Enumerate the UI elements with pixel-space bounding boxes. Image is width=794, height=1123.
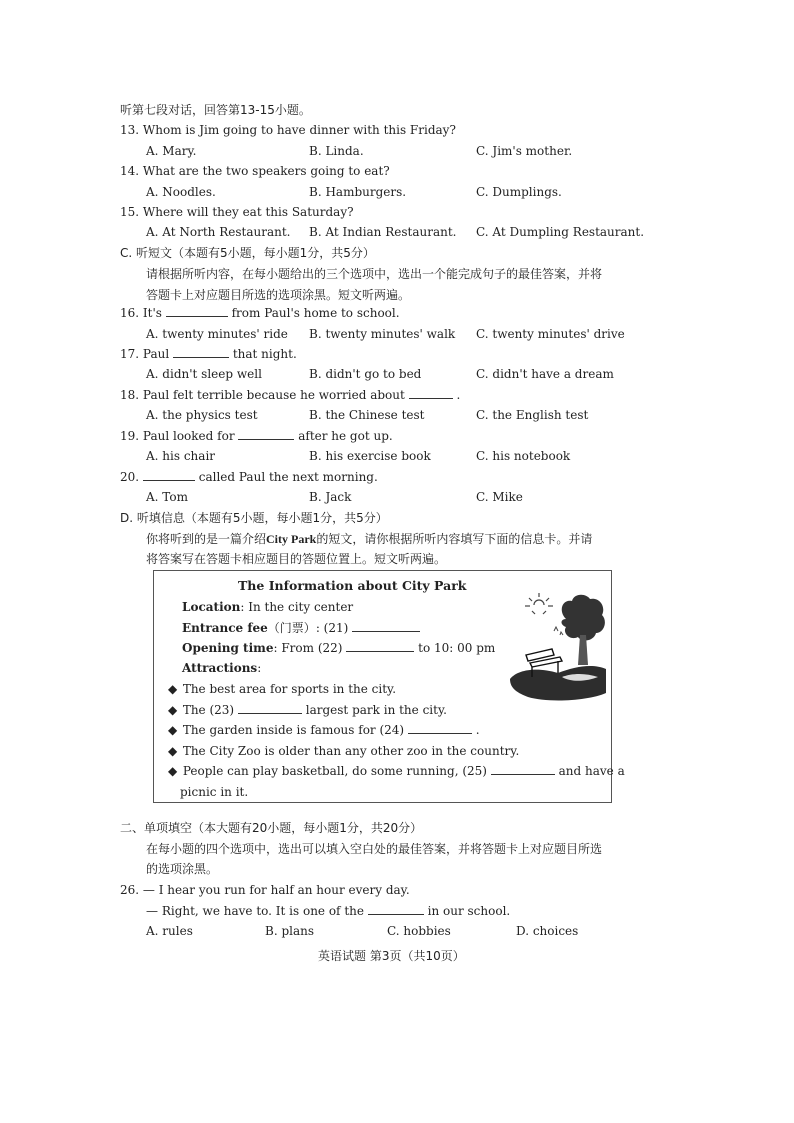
section-2-instruction: 的选项涂黑。 xyxy=(146,862,219,876)
attraction-text: The best area for sports in the city. xyxy=(182,682,397,696)
question-text: Where will they eat this Saturday? xyxy=(142,205,354,219)
answer-blank xyxy=(409,388,453,399)
section-d-title: D. 听填信息（本题有5小题，每小题1分，共5分） xyxy=(120,511,388,525)
question-26-line2 xyxy=(146,903,510,919)
answer-blank xyxy=(238,429,294,440)
question-number: 20. xyxy=(120,470,140,484)
option-13-b: B. Linda. xyxy=(309,144,364,158)
question-13 xyxy=(120,122,456,138)
option-17-b: B. didn't go to bed xyxy=(309,367,422,381)
option-18-b: B. the Chinese test xyxy=(309,408,425,422)
option-15-c: C. At Dumpling Restaurant. xyxy=(476,225,645,239)
park-bench-tree-illustration xyxy=(508,589,608,711)
question-number: 18. xyxy=(120,388,140,402)
question-text: after he got up. xyxy=(298,429,393,443)
answer-blank xyxy=(143,470,195,481)
time-text: : From (22) xyxy=(273,641,343,655)
option-16-c: C. twenty minutes' drive xyxy=(476,327,625,341)
attraction-item xyxy=(168,722,480,738)
option-18-a: A. the physics test xyxy=(146,408,258,422)
location-label: Location xyxy=(182,600,241,614)
option-26-a: A. rules xyxy=(146,924,193,938)
intro-line: 听第七段对话，回答第13-15小题。 xyxy=(120,103,311,117)
option-16-a: A. twenty minutes' ride xyxy=(146,327,288,341)
option-18-c: C. the English test xyxy=(476,408,589,422)
attraction-text: . xyxy=(475,723,480,737)
attraction-text: The garden inside is famous for (24) xyxy=(182,723,405,737)
question-number: 19. xyxy=(120,429,140,443)
option-14-a: A. Noodles. xyxy=(146,185,216,199)
attractions-row xyxy=(182,660,261,676)
question-number: 16. xyxy=(120,306,140,320)
attraction-item xyxy=(168,743,519,759)
time-text: to 10: 00 pm xyxy=(418,641,496,655)
option-26-d: D. choices xyxy=(516,924,579,938)
section-c-instruction: 答题卡上对应题目所选的选项涂黑。短文听两遍。 xyxy=(146,288,411,302)
attraction-text: largest park in the city. xyxy=(305,703,447,717)
attractions-label: Attractions xyxy=(182,661,258,675)
question-text: from Paul's home to school. xyxy=(231,306,400,320)
question-text: Paul xyxy=(142,347,170,361)
diamond-bullet-icon: ◆ xyxy=(168,764,178,778)
question-number: 14. xyxy=(120,164,140,178)
diamond-bullet-icon: ◆ xyxy=(168,703,178,717)
diamond-bullet-icon: ◆ xyxy=(168,744,178,758)
option-20-c: C. Mike xyxy=(476,490,523,504)
question-number: 13. xyxy=(120,123,140,137)
option-17-a: A. didn't sleep well xyxy=(146,367,262,381)
answer-blank xyxy=(368,904,424,915)
diamond-bullet-icon: ◆ xyxy=(168,723,178,737)
option-20-b: B. Jack xyxy=(309,490,352,504)
question-text: . xyxy=(456,388,461,402)
attraction-text: People can play basketball, do some running, (25) xyxy=(182,764,487,778)
option-15-b: B. At Indian Restaurant. xyxy=(309,225,457,239)
question-17 xyxy=(120,346,297,362)
instruction-text: 的短文，请你根据所听内容填写下面的信息卡。并请 xyxy=(316,532,593,546)
answer-blank-24 xyxy=(408,723,472,734)
question-text: It's xyxy=(142,306,162,320)
section-c-title: C. 听短文（本题有5小题，每小题1分，共5分） xyxy=(120,246,375,260)
entrance-fee-row xyxy=(182,620,420,636)
section-2-instruction: 在每小题的四个选项中，选出可以填入空白处的最佳答案，并将答题卡上对应题目所选 xyxy=(146,842,603,856)
question-text: What are the two speakers going to eat? xyxy=(142,164,390,178)
info-card-title: The Information about City Park xyxy=(238,578,467,593)
answer-blank-23 xyxy=(238,703,302,714)
attraction-text: The (23) xyxy=(182,703,235,717)
attraction-text: The City Zoo is older than any other zoo in the country. xyxy=(182,744,520,758)
attraction-continuation: picnic in it. xyxy=(180,785,249,799)
question-text: that night. xyxy=(232,347,297,361)
page-footer: 英语试题 第3页（共10页） xyxy=(318,949,465,963)
question-14 xyxy=(120,163,390,179)
opening-time-row xyxy=(182,640,495,656)
attraction-text: and have a xyxy=(558,764,625,778)
option-26-b: B. plans xyxy=(265,924,315,938)
location-row xyxy=(182,599,353,615)
fee-value: : (21) xyxy=(315,621,349,635)
question-20 xyxy=(120,469,378,485)
section-d-instruction: 将答案写在答题卡相应题目的答题位置上。短文听两遍。 xyxy=(146,552,447,566)
option-17-c: C. didn't have a dream xyxy=(476,367,614,381)
question-16 xyxy=(120,305,400,321)
diamond-bullet-icon: ◆ xyxy=(168,682,178,696)
option-26-c: C. hobbies xyxy=(387,924,451,938)
option-19-c: C. his notebook xyxy=(476,449,571,463)
attraction-item xyxy=(168,681,396,697)
question-text: Whom is Jim going to have dinner with this Friday? xyxy=(142,123,456,137)
question-text: Paul felt terrible because he worried about xyxy=(142,388,405,402)
attraction-item xyxy=(168,763,625,779)
answer-blank-22 xyxy=(346,641,414,652)
option-13-a: A. Mary. xyxy=(146,144,197,158)
answer-blank xyxy=(173,347,229,358)
option-16-b: B. twenty minutes' walk xyxy=(309,327,456,341)
option-13-c: C. Jim's mother. xyxy=(476,144,573,158)
location-value: : In the city center xyxy=(240,600,354,614)
option-15-a: A. At North Restaurant. xyxy=(146,225,291,239)
time-label: Opening time xyxy=(182,641,274,655)
info-card xyxy=(153,570,625,803)
question-text: — Right, we have to. It is one of the xyxy=(146,904,364,918)
option-14-b: B. Hamburgers. xyxy=(309,185,407,199)
option-19-a: A. his chair xyxy=(146,449,216,463)
question-text: called Paul the next morning. xyxy=(198,470,378,484)
question-19 xyxy=(120,428,393,444)
section-c-instruction: 请根据所听内容，在每小题给出的三个选项中，选出一个能完成句子的最佳答案，并将 xyxy=(146,267,603,281)
question-number: 17. xyxy=(120,347,140,361)
question-text: — I hear you run for half an hour every day. xyxy=(142,883,410,897)
question-number: 26. xyxy=(120,883,140,897)
option-20-a: A. Tom xyxy=(146,490,188,504)
section-d-instruction xyxy=(146,531,592,547)
answer-blank-21 xyxy=(352,621,420,632)
answer-blank xyxy=(166,306,228,317)
answer-blank-25 xyxy=(491,764,555,775)
question-text: Paul looked for xyxy=(142,429,235,443)
question-number: 15. xyxy=(120,205,140,219)
fee-note: （门票） xyxy=(267,621,316,635)
fee-label: Entrance fee xyxy=(182,621,268,635)
instruction-text: 你将听到的是一篇介绍 xyxy=(146,532,267,546)
attraction-item xyxy=(168,702,447,718)
question-26 xyxy=(120,882,410,898)
question-text: in our school. xyxy=(427,904,511,918)
question-18 xyxy=(120,387,460,403)
option-14-c: C. Dumplings. xyxy=(476,185,562,199)
instruction-bold-text: City Park xyxy=(266,532,317,546)
section-2-title: 二、单项填空（本大题有20小题，每小题1分，共20分） xyxy=(120,821,423,835)
question-15 xyxy=(120,204,354,220)
option-19-b: B. his exercise book xyxy=(309,449,431,463)
attractions-colon: : xyxy=(257,661,262,675)
